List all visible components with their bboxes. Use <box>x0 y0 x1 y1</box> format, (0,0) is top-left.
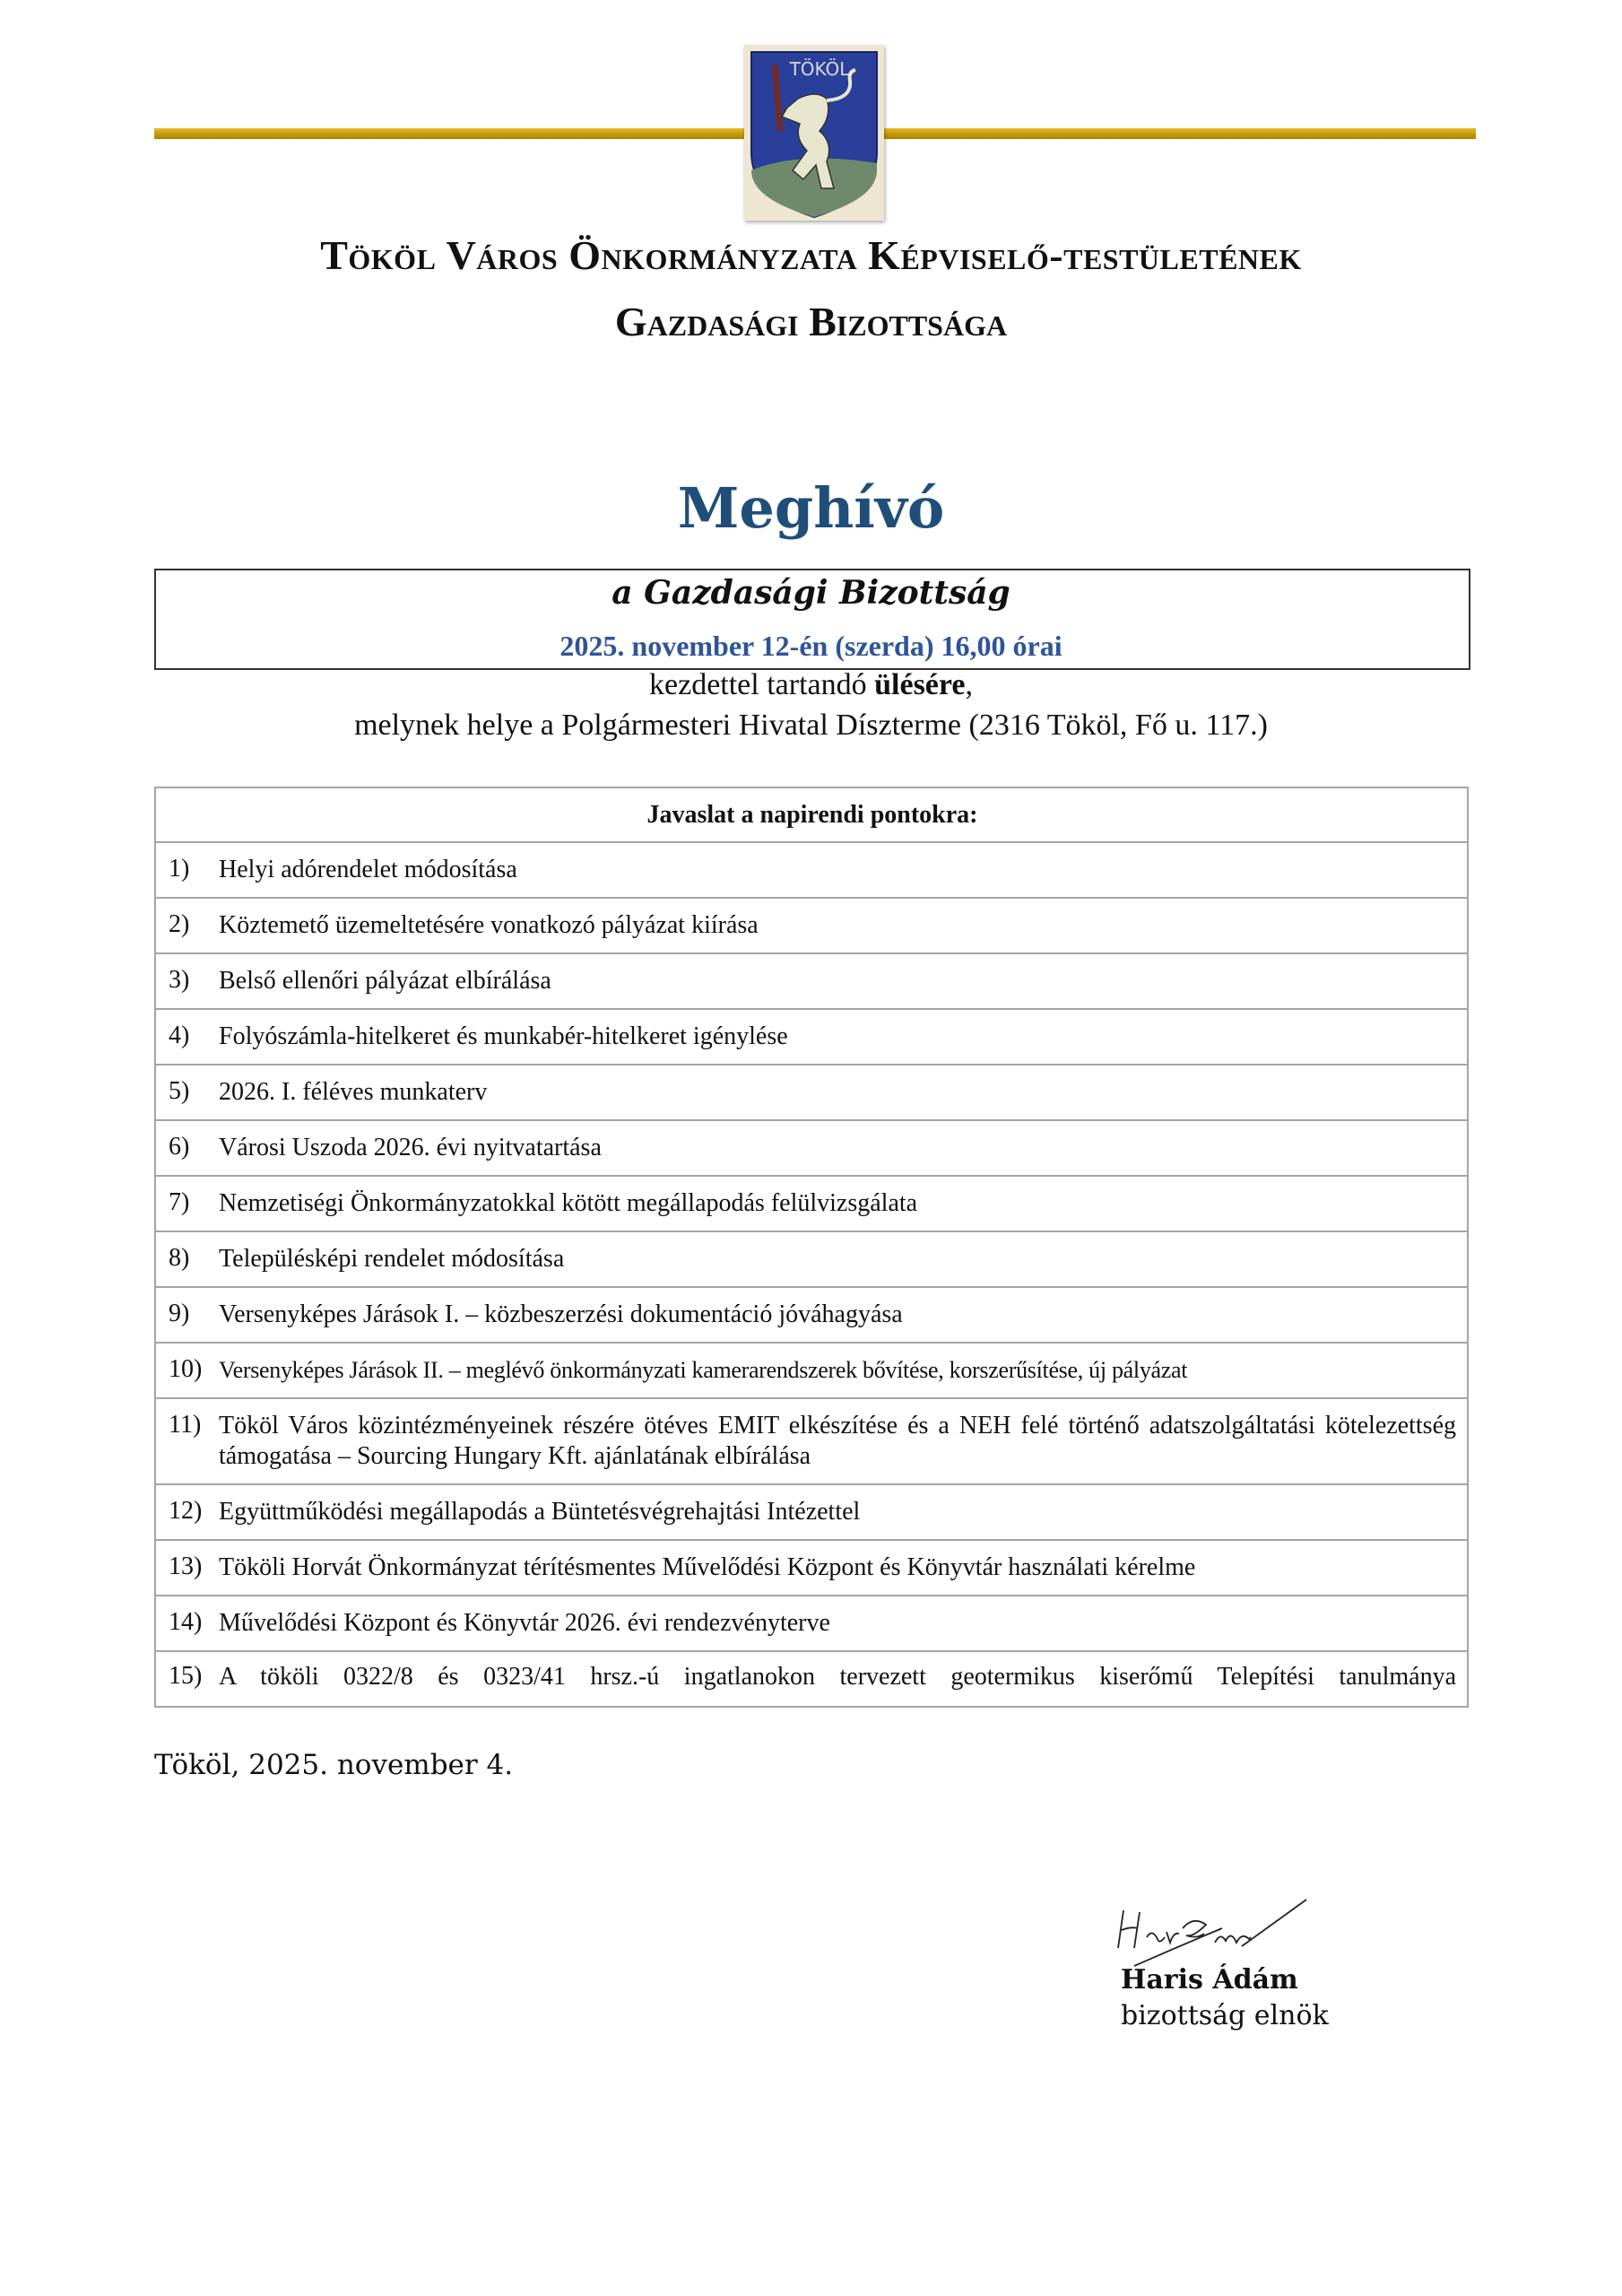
table-row <box>155 1484 1468 1540</box>
svg-text:TÖKÖL: TÖKÖL <box>789 58 850 80</box>
table-row <box>155 1596 1468 1651</box>
agenda-item-text: Versenyképes Járások II. – meglévő önkormányzati kamerarendszerek bővítése, korszerűsítése, új pályázat <box>219 1357 1188 1383</box>
table-row <box>155 1231 1468 1287</box>
agenda-item-number: 10) <box>169 1355 203 1383</box>
agenda-item-text: Művelődési Központ és Könyvtár 2026. évi rendezvényterve <box>219 1609 830 1637</box>
meeting-start-line <box>0 668 1622 702</box>
agenda-item-number: 9) <box>169 1300 190 1327</box>
committee-name: a Gazdasági Bizottság <box>612 574 1010 612</box>
page-title: Meghívó <box>677 475 945 541</box>
agenda-item-number: 2) <box>169 910 190 938</box>
meeting-start-prefix: kezdettel tartandó <box>649 668 875 701</box>
agenda-item-text: Nemzetiségi Önkormányzatokkal kötött megállapodás felülvizsgálata <box>219 1189 918 1217</box>
agenda-item-text: 2026. I. féléves munkaterv <box>219 1078 488 1106</box>
agenda-item-number: 15) <box>169 1662 203 1690</box>
agenda-item-number: 1) <box>169 855 190 883</box>
agenda-header-row <box>155 787 1468 842</box>
agenda-item-number: 6) <box>169 1133 190 1161</box>
coat-of-arms-logo <box>744 45 884 221</box>
agenda-table <box>154 787 1469 1708</box>
agenda-item-text: A tököli 0322/8 és 0323/41 hrsz.-ú ingatlanokon tervezett geotermikus kiserőmű Telepítési tanulmánya <box>219 1663 1456 1691</box>
table-row <box>155 842 1468 898</box>
place-and-date: Tököl, 2025. november 4. <box>154 1749 514 1781</box>
table-row <box>155 1398 1468 1484</box>
agenda-header: Javaslat a napirendi pontokra: <box>155 787 1468 842</box>
agenda-item-number: 7) <box>169 1188 190 1216</box>
agenda-item-number: 14) <box>169 1608 203 1636</box>
signer-name: Haris Ádám <box>1121 1964 1298 1996</box>
table-row <box>155 1343 1468 1398</box>
signature-image <box>1107 1892 1323 1973</box>
table-row <box>155 1176 1468 1231</box>
agenda-item-text: Köztemető üzemeltetésére vonatkozó pályázat kiírása <box>219 911 759 939</box>
table-row <box>155 953 1468 1009</box>
agenda-item-text: Belső ellenőri pályázat elbírálása <box>219 967 551 995</box>
agenda-item-number: 13) <box>169 1552 203 1580</box>
agenda-item-number: 4) <box>169 1022 190 1049</box>
agenda-item-text: Tököl Város közintézményeinek részére ötéves EMIT elkészítése és a NEH felé történő adatszolgáltatási kötelezettség támogatása – Sourcing Hungary Kft. ajánlatának elbírálása <box>219 1412 1456 1470</box>
agenda-item-text: Helyi adórendelet módosítása <box>219 856 517 883</box>
meeting-start-bold: ülésére <box>874 668 966 701</box>
table-row <box>155 1287 1468 1343</box>
agenda-item-text: Városi Uszoda 2026. évi nyitvatartása <box>219 1134 602 1161</box>
agenda-item-text: Tököli Horvát Önkormányzat térítésmentes Művelődési Központ és Könyvtár használati kérelme <box>219 1553 1196 1581</box>
table-row <box>155 1009 1468 1065</box>
meeting-datetime: 2025. november 12-én (szerda) 16,00 órai <box>559 630 1063 662</box>
agenda-item-text: Versenyképes Járások I. – közbeszerzési dokumentáció jóváhagyása <box>219 1300 903 1328</box>
table-row <box>155 1065 1468 1120</box>
meeting-start-suffix: , <box>965 668 973 701</box>
meeting-location: melynek helye a Polgármesteri Hivatal Díszterme (2316 Tököl, Fő u. 117.) <box>354 709 1268 742</box>
agenda-item-number: 12) <box>169 1497 203 1525</box>
agenda-item-text: Településképi rendelet módosítása <box>219 1245 565 1273</box>
agenda-item-text: Együttműködési megállapodás a Büntetésvégrehajtási Intézettel <box>219 1498 861 1526</box>
issuer-heading-line2: Gazdasági Bizottsága <box>614 299 1008 344</box>
agenda-item-number: 11) <box>169 1411 202 1439</box>
table-row <box>155 1120 1468 1176</box>
issuer-heading-line1: Tököl Város Önkormányzata Képviselő-testületének <box>320 232 1302 278</box>
agenda-item-text: Folyószámla-hitelkeret és munkabér-hitelkeret igénylése <box>219 1022 788 1050</box>
signer-role: bizottság elnök <box>1121 2000 1329 2031</box>
agenda-item-number: 3) <box>169 966 190 994</box>
agenda-item-number: 5) <box>169 1077 190 1105</box>
crest-lion-icon <box>744 45 884 221</box>
table-row <box>155 1540 1468 1596</box>
table-row <box>155 1651 1468 1707</box>
table-row <box>155 898 1468 953</box>
agenda-item-number: 8) <box>169 1244 190 1272</box>
